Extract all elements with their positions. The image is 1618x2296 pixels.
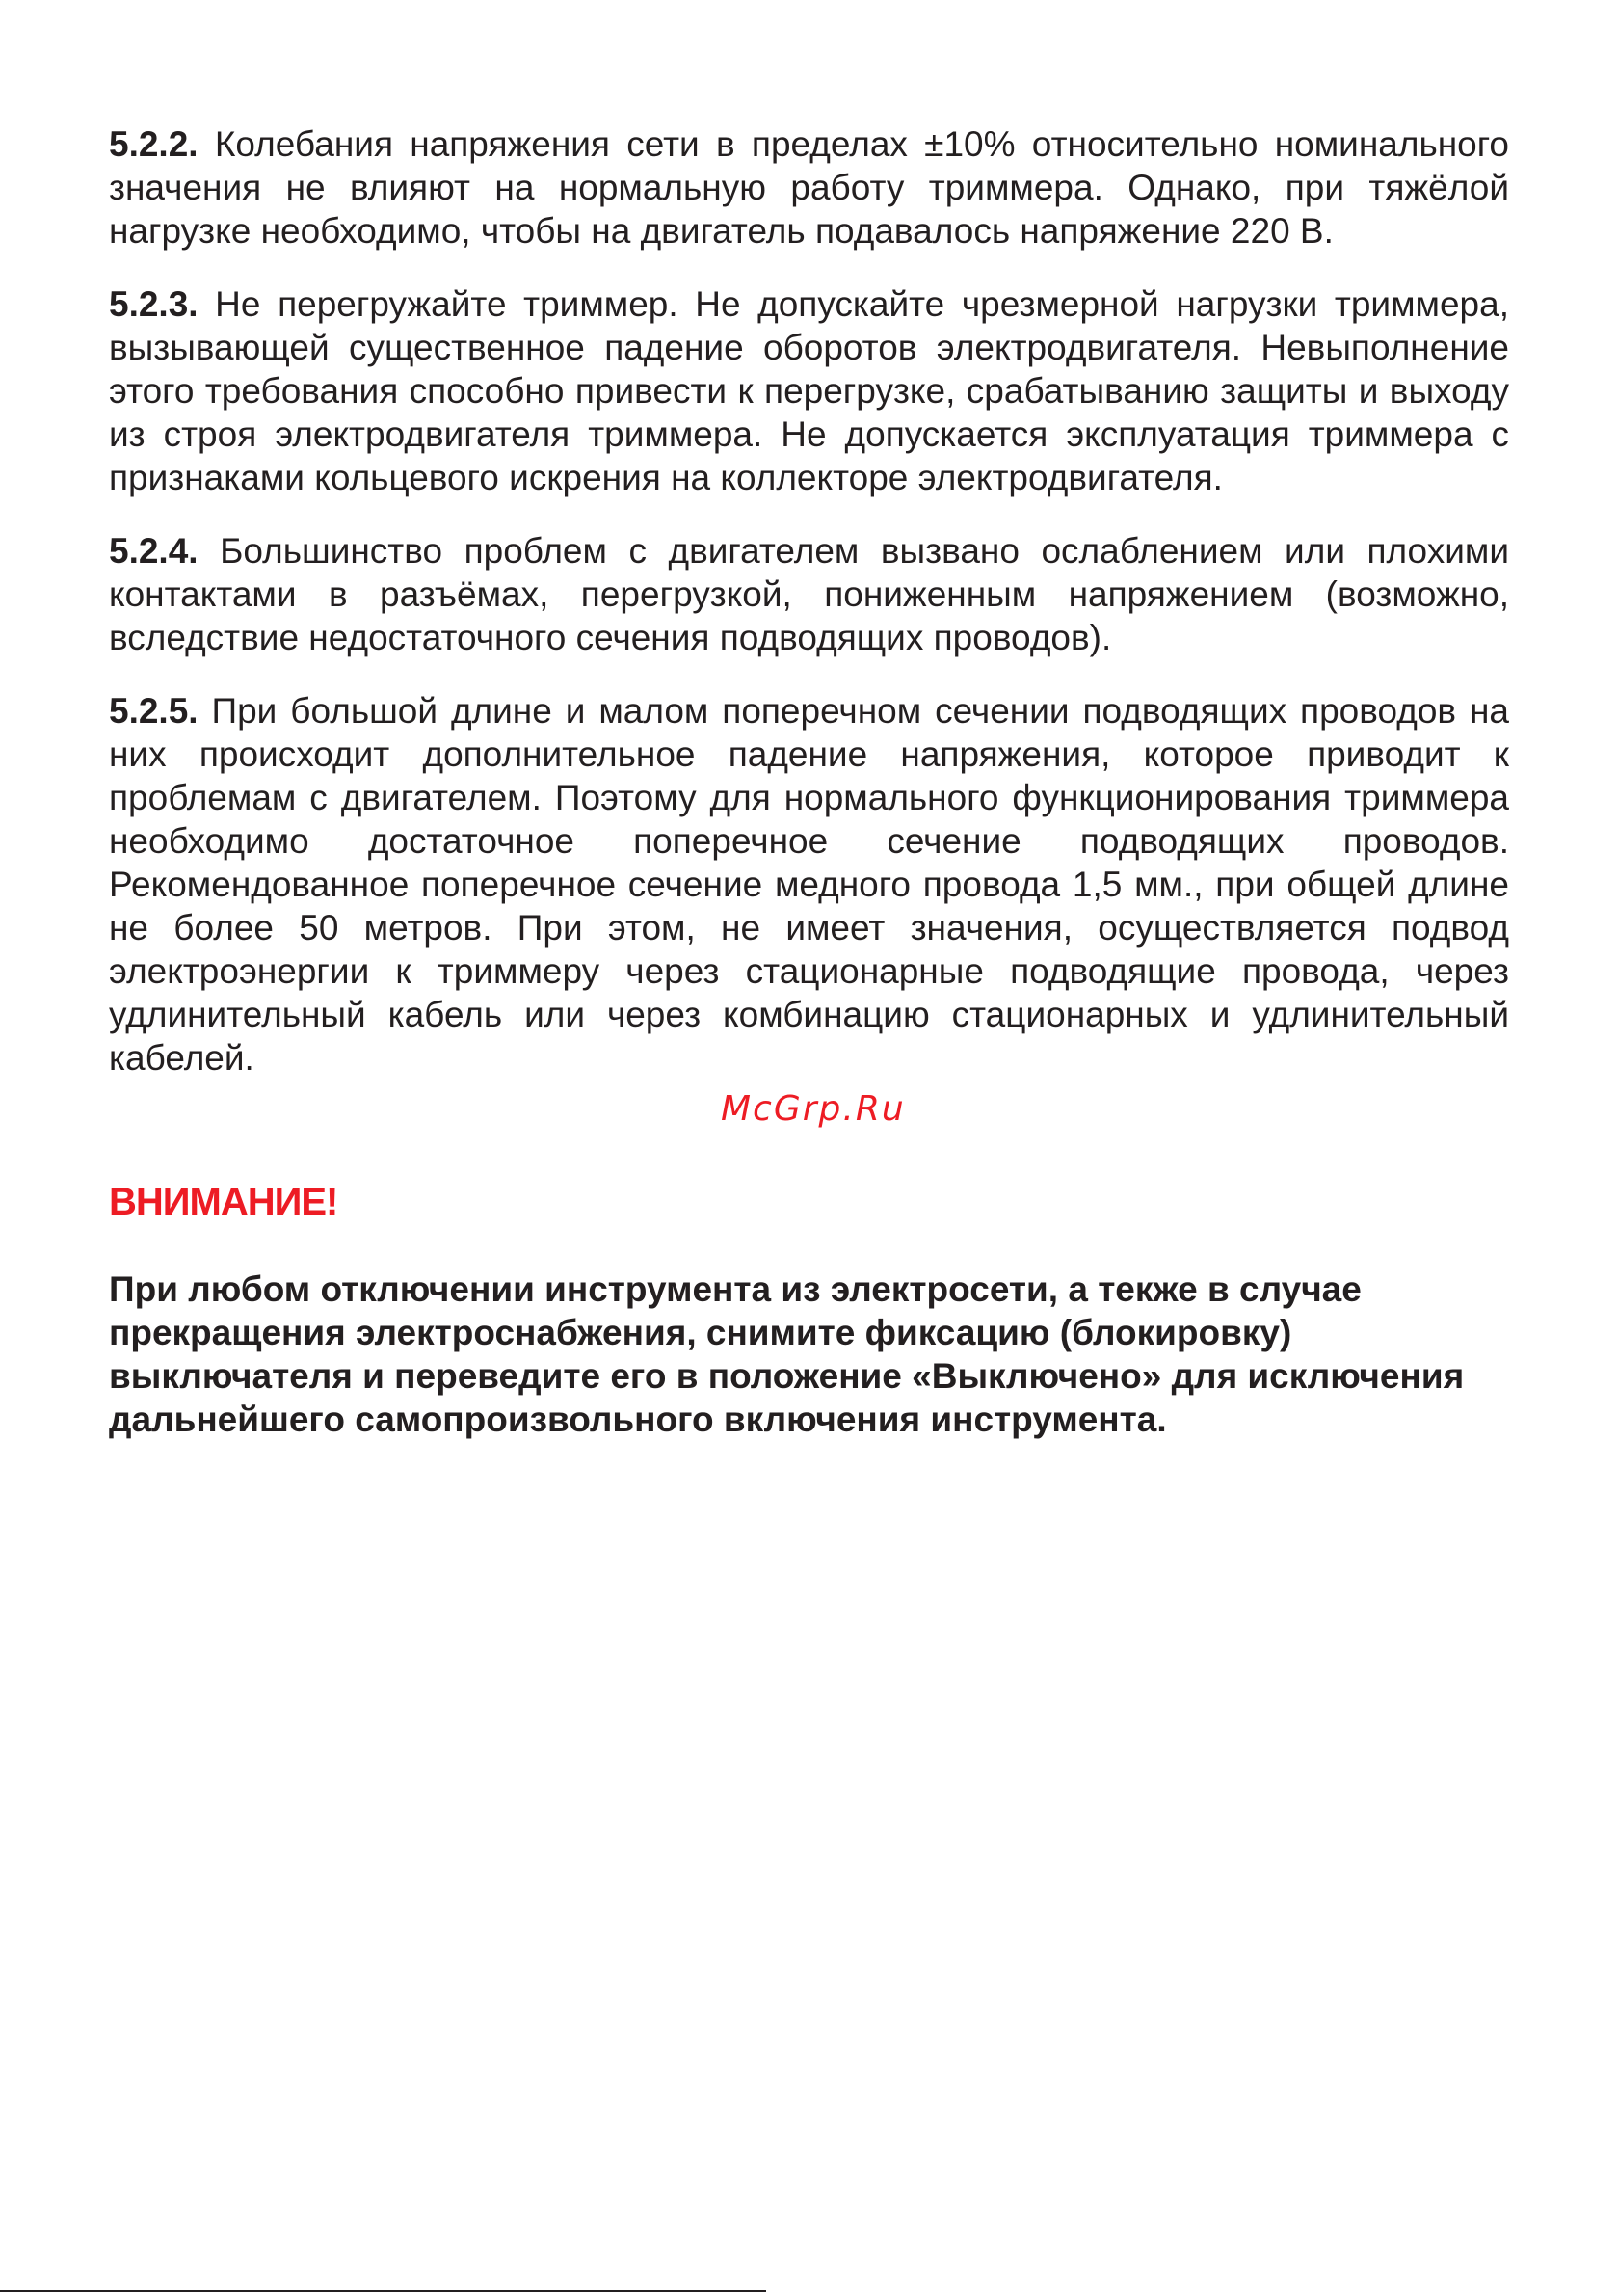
attention-heading: ВНИМАНИЕ! [109, 1181, 338, 1223]
footer-divider [0, 2290, 766, 2292]
paragraph-number: 5.2.3. [109, 284, 199, 324]
paragraph-text: Большинство проблем с двигателем вызвано ослаблением или плохими контактами в разъёмах, перегрузкой, пониженным напряжением (возможно, вследствие недостаточного сечения подводящих проводов). [109, 531, 1509, 657]
paragraph-text: Колебания напряжения сети в пределах ±10% относительно номинального значения не влияют на нормальную работу триммера. Однако, при тяжёлой нагрузке необходимо, чтобы на двигатель подавалось напряжение 220 В. [109, 124, 1509, 251]
paragraph-text: При большой длине и малом поперечном сечении подводящих проводов на них происходит дополнительное падение напряжения, которое приводит к проблемам с двигателем. Поэтому для нормального функционирования триммера необходимо достаточное поперечное сечение подводящих проводов. Рекомендованное поперечное сечение медного провода 1,5 мм., при общей длине не более 50 метров. При этом, не имеет значения, осуществляется подвод электроэнергии к триммеру через стационарные подводящие провода, через удлинительный кабель или через комбинацию стационарных и удлинительный кабелей. [109, 691, 1509, 1078]
paragraph-number: 5.2.5. [109, 691, 199, 731]
attention-text: При любом отключении инструмента из электросети, а текже в случае прекращения электроснабжения, снимите фиксацию (блокировку) выключателя и переведите его в положение «Выключено» для исключения дальнейшего самопроизвольного включения инструмента. [109, 1269, 1465, 1439]
paragraph-number: 5.2.4. [109, 531, 199, 571]
paragraph-5-2-2 [109, 122, 1509, 253]
paragraph-5-2-3 [109, 282, 1509, 499]
paragraph-5-2-5 [109, 689, 1509, 1080]
document-body [109, 122, 1509, 1109]
watermark-text: McGrp.Ru [721, 1089, 906, 1129]
paragraph-number: 5.2.2. [109, 124, 199, 164]
paragraph-text: Не перегружайте триммер. Не допускайте чрезмерной нагрузки триммера, вызывающей существенное падение оборотов электродвигателя. Невыполнение этого требования способно привести к перегрузке, срабатыванию защиты и выходу из строя электродвигателя триммера. Не допускается эксплуатация триммера с признаками кольцевого искрения на коллекторе электродвигателя. [109, 284, 1509, 497]
paragraph-5-2-4 [109, 529, 1509, 659]
